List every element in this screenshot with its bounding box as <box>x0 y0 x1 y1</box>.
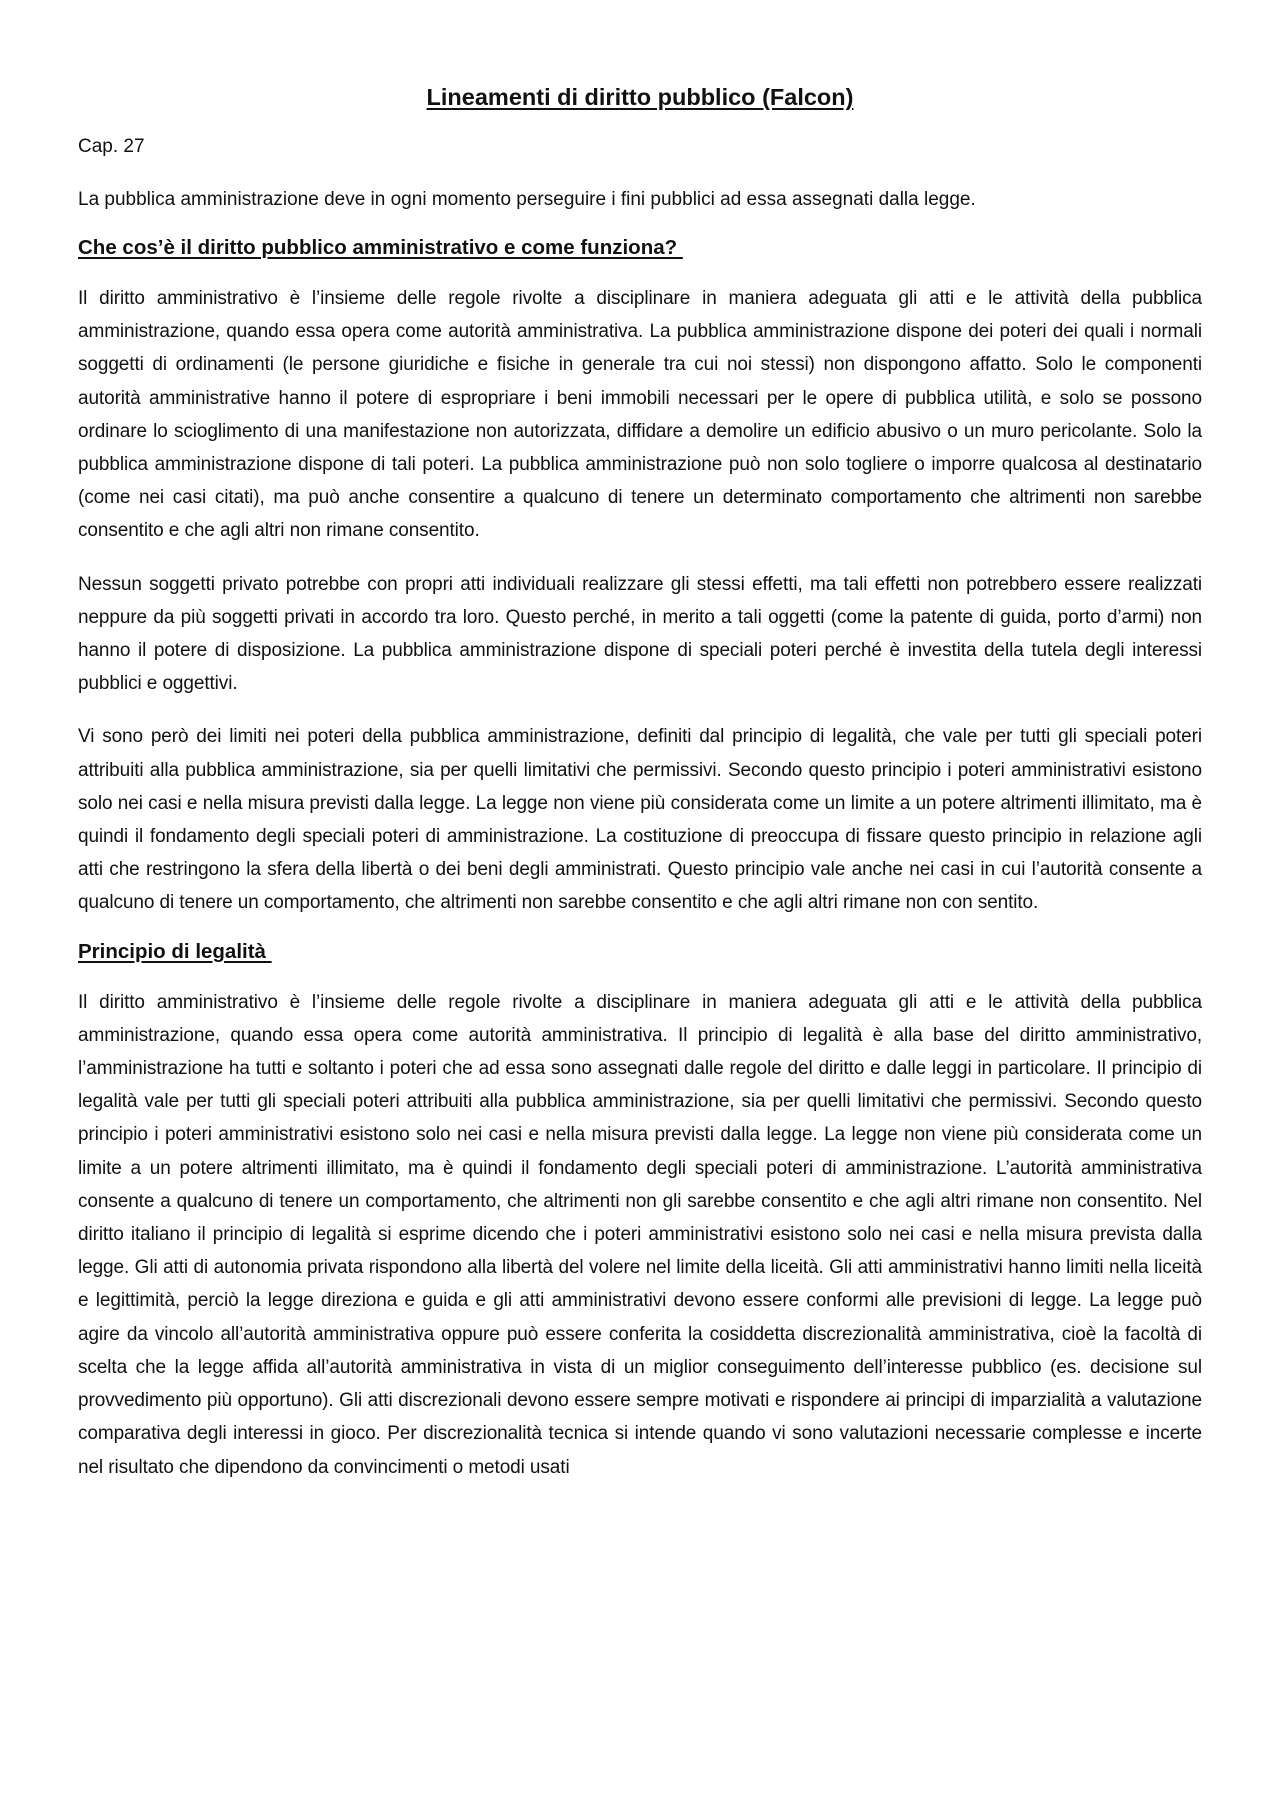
paragraph: Il diritto amministrativo è l’insieme delle regole rivolte a disciplinare in maniera adeguata gli atti e le attività della pubblica amministrazione, quando essa opera come autorità amministrativa. Il principio di legalità è alla base del diritto amministrativo, l’amministrazione ha tutti e soltanto i poteri che ad essa sono assegnati dalle regole del diritto e dalle leggi in particolare. Il principio di legalità vale per tutti gli speciali poteri attribuiti alla pubblica amministrazione, sia per quelli limitativi che permissivi. Secondo questo principio i poteri amministrativi esistono solo nei casi e nella misura previsti dalla legge. La legge non viene più considerata come un limite a un potere altrimenti illimitato, ma è quindi il fondamento degli speciali poteri di amministrazione. L’autorità amministrativa consente a qualcuno di tenere un comportamento, che altrimenti non gli sarebbe consentito e che agli altri rimane non consentito. Nel diritto italiano il principio di legalità si esprime dicendo che i poteri amministrativi esistono solo nei casi e nella misura prevista dalla legge. Gli atti di autonomia privata rispondono alla libertà del volere nel limite della liceità. Gli atti amministrativi hanno limiti nella liceità e legittimità, perciò la legge direziona e guida e gli atti amministrativi devono essere conformi alle previsioni di legge. La legge può agire da vincolo all’autorità amministrativa oppure può essere conferita la cosiddetta discrezionalità amministrativa, cioè la facoltà di scelta che la legge affida all’autorità amministrativa in vista di un miglior conseguimento dell’interesse pubblico (es. decisione sul provvedimento più opportuno). Gli atti discrezionali devono essere sempre motivati e rispondere ai principi di imparzialità a valutazione comparativa degli interessi in gioco. Per discrezionalità tecnica si intende quando vi sono valutazioni necessarie complesse e incerte nel risultato che dipendono da convincimenti o metodi usati <box>78 991 1202 1478</box>
paragraph: Il diritto amministrativo è l’insieme delle regole rivolte a disciplinare in maniera adeguata gli atti e le attività della pubblica amministrazione, quando essa opera come autorità amministrativa. La pubblica amministrazione dispone dei poteri dei quali i normali soggetti di ordinamenti (le persone giuridiche e fisiche in generale tra cui noi stessi) non dispongono affatto. Solo le componenti autorità amministrative hanno il potere di espropriare i beni immobili necessari per le opere di pubblica utilità, e solo se possono ordinare lo scioglimento di una manifestazione non autorizzata, diffidare a demolire un edificio abusivo o un muro pericolante. Solo la pubblica amministrazione dispone di tali poteri. La pubblica amministrazione può non solo togliere o imporre qualcosa al destinatario (come nei casi citati), ma può anche consentire a qualcuno di tenere un determinato comportamento che altrimenti non sarebbe consentito e che agli altri non rimane consentito. <box>78 288 1202 542</box>
section-heading: Che cos’è il diritto pubblico amministrativo e come funziona? <box>78 236 683 259</box>
intro-paragraph: La pubblica amministrazione deve in ogni momento perseguire i fini pubblici ad essa assegnati dalla legge. <box>78 189 976 210</box>
paragraph: Nessun soggetti privato potrebbe con propri atti individuali realizzare gli stessi effetti, ma tali effetti non potrebbero essere realizzati neppure da più soggetti privati in accordo tra loro. Questo perché, in merito a tali oggetti (come la patente di guida, porto d’armi) non hanno il potere di disposizione. La pubblica amministrazione dispone di speciali poteri perché è investita della tutela degli interessi pubblici e oggettivi. <box>78 573 1202 695</box>
section-principle-of-legality <box>78 936 1202 1484</box>
chapter-label: Cap. 27 <box>78 136 145 157</box>
section-heading: Principio di legalità <box>78 939 272 963</box>
document-title: Lineamenti di diritto pubblico (Falcon) <box>426 84 854 110</box>
section-what-is-administrative-law <box>78 232 1202 920</box>
paragraph: Vi sono però dei limiti nei poteri della pubblica amministrazione, definiti dal principio di legalità, che vale per tutti gli speciali poteri attribuiti alla pubblica amministrazione, sia per quelli limitativi che permissivi. Secondo questo principio i poteri amministrativi esistono solo nei casi e nella misura previsti dalla legge. La legge non viene più considerata come un limite a un potere altrimenti illimitato, ma è quindi il fondamento degli speciali poteri di amministrazione. La costituzione di preoccupa di fissare questo principio in relazione agli atti che restringono la sfera della libertà o dei beni degli amministrati. Questo principio vale anche nei casi in cui l’autorità consente a qualcuno di tenere un comportamento, che altrimenti non sarebbe consentito e che agli altri rimane non con sentito. <box>78 726 1202 914</box>
